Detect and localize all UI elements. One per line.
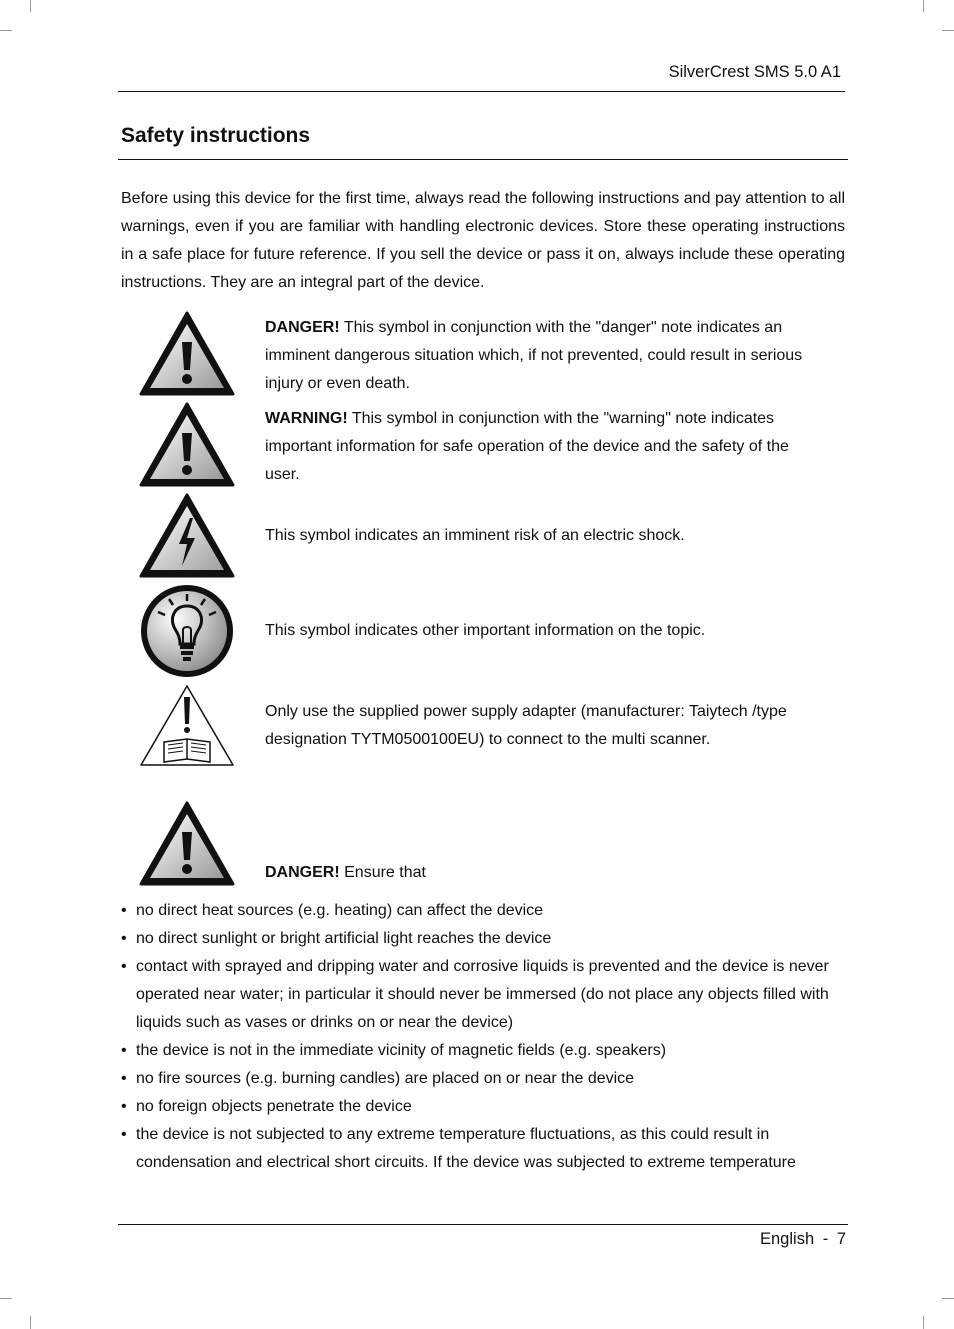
electric-shock-description: This symbol indicates an imminent risk of an electric shock. [265, 527, 685, 544]
crop-mark [30, 0, 31, 12]
danger-symbol-description [265, 314, 825, 398]
danger-warning-triangle-icon [138, 800, 236, 888]
crop-mark [0, 30, 12, 31]
safety-bullet-list [121, 897, 836, 1177]
danger-label: DANGER! [265, 864, 340, 881]
page-title: Safety instructions [121, 124, 311, 147]
header-rule [118, 91, 845, 92]
danger-ensure-text: Ensure that [339, 864, 426, 881]
crop-mark [942, 30, 954, 31]
read-manual-triangle-icon [138, 683, 236, 769]
crop-mark [923, 1316, 924, 1329]
footer [756, 1230, 846, 1249]
warning-label: WARNING! [265, 410, 348, 427]
footer-separator: - [822, 1230, 829, 1248]
footer-rule [118, 1224, 848, 1225]
crop-mark [942, 1298, 954, 1299]
list-item: • no direct sunlight or bright artificial light reaches the device [121, 925, 836, 953]
list-item: • contact with sprayed and dripping water and corrosive liquids is prevented and the device is never operated near water; in particular it should never be immersed (do not place any objects filled with liquids such as vases or drinks on or near the device) [121, 953, 836, 1037]
list-item: • no foreign objects penetrate the device [121, 1093, 836, 1121]
list-item: • no fire sources (e.g. burning candles) are placed on or near the device [121, 1065, 836, 1093]
footer-language: English [760, 1230, 815, 1248]
crop-mark [0, 1298, 12, 1299]
title-rule [118, 159, 848, 160]
warning-triangle-icon [138, 401, 236, 489]
list-item: • the device is not in the immediate vicinity of magnetic fields (e.g. speakers) [121, 1037, 836, 1065]
danger-ensure-heading [265, 859, 825, 887]
lightbulb-info-icon [138, 582, 236, 680]
list-item: • the device is not subjected to any extreme temperature fluctuations, as this could result in condensation and electrical short circuits. If the device was subjected to extreme temperature [121, 1121, 836, 1177]
page-number: 7 [836, 1230, 846, 1248]
power-adapter-note: Only use the supplied power supply adapter (manufacturer: Taiytech /type designation TYTM0500100EU) to connect to the multi scanner. [265, 703, 787, 748]
danger-text: This symbol in conjunction with the "danger" note indicates an imminent dangerous situation which, if not prevented, could result in serious injury or even death. [265, 319, 803, 392]
intro-paragraph: Before using this device for the first time, always read the following instructions and pay attention to all warnings, even if you are familiar with handling electronic devices. Store these operating instructions in a safe place for future reference. If you sell the device or pass it on, always include these operating instructions. They are an integral part of the device. [121, 190, 845, 291]
crop-mark [30, 1316, 31, 1329]
danger-warning-triangle-icon [138, 310, 236, 398]
danger-label: DANGER! [265, 319, 340, 336]
list-item: • no direct heat sources (e.g. heating) can affect the device [121, 897, 836, 925]
electric-shock-triangle-icon [138, 492, 236, 580]
header-product-name: SilverCrest SMS 5.0 A1 [668, 63, 841, 81]
crop-mark [923, 0, 924, 12]
warning-symbol-description [265, 405, 825, 489]
information-symbol-description: This symbol indicates other important information on the topic. [265, 622, 706, 639]
warning-text: This symbol in conjunction with the "warning" note indicates important information for safe operation of the device and the safety of the user. [265, 410, 789, 483]
